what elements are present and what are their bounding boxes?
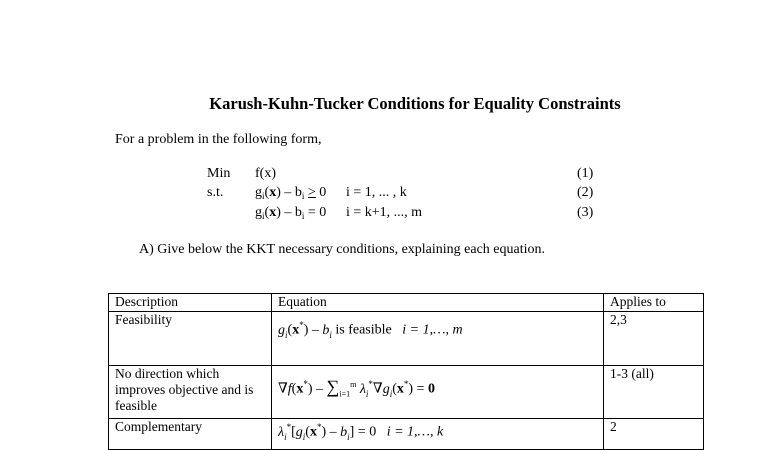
equality-constraint: $g_i(x) - b_i = 0$ (255, 205, 327, 221)
feasibility-equation: $g_i(x^*) - b_i$ is feasible i = 1,…, m (278, 320, 463, 340)
complementary-range: i = 1,…, k (386, 424, 444, 440)
row-equation (272, 366, 604, 419)
feasibility-range: i = 1,…, m (402, 322, 463, 338)
row-applies: 2,3 (604, 312, 704, 366)
table-row (109, 419, 704, 450)
st-label: s.t. (207, 185, 224, 200)
row-description: Complementary (109, 419, 272, 450)
kkt-table (108, 293, 704, 450)
equation-number-1: (1) (577, 166, 594, 181)
row-description: No direction which improves objective and is feasible (109, 366, 272, 419)
header-applies-to: Applies to (604, 294, 704, 312)
row-applies: 2 (604, 419, 704, 450)
table-row (109, 366, 704, 419)
question-a: A) Give below the KKT necessary conditions, explaining each equation. (139, 242, 546, 257)
objective-expression: f(x) (255, 166, 276, 181)
row-equation (272, 312, 604, 366)
row-equation (272, 419, 604, 450)
stationarity-equation: $\nabla f(x^*) - \sum_{i=1}^m$ $\lambda_i^*\nabla g_i(x^*) = 0$ (278, 376, 435, 399)
inequality-constraint: $g_i(x) - b_i > 0$ (255, 185, 327, 201)
header-equation: Equation (272, 294, 604, 312)
min-label: Min (207, 166, 231, 181)
table-header-row (109, 294, 704, 312)
equation-number-3: (3) (577, 205, 594, 220)
inequality-range: i = 1, ... , k (346, 185, 407, 200)
page-title: Karush-Kuhn-Tucker Conditions for Equality Constraints (209, 94, 621, 113)
complementary-equation: $\lambda_i^*[g_i(x^*) - b_i] = 0$ i = 1,…, k (278, 422, 444, 442)
header-description: Description (109, 294, 272, 312)
row-description: Feasibility (109, 312, 272, 366)
equality-range: i = k+1, ..., m (346, 205, 423, 220)
table-row (109, 312, 704, 366)
intro-text: For a problem in the following form, (115, 132, 322, 147)
feasibility-text: is feasible (335, 322, 392, 338)
equation-number-2: (2) (577, 185, 594, 200)
row-applies: 1-3 (all) (604, 366, 704, 419)
